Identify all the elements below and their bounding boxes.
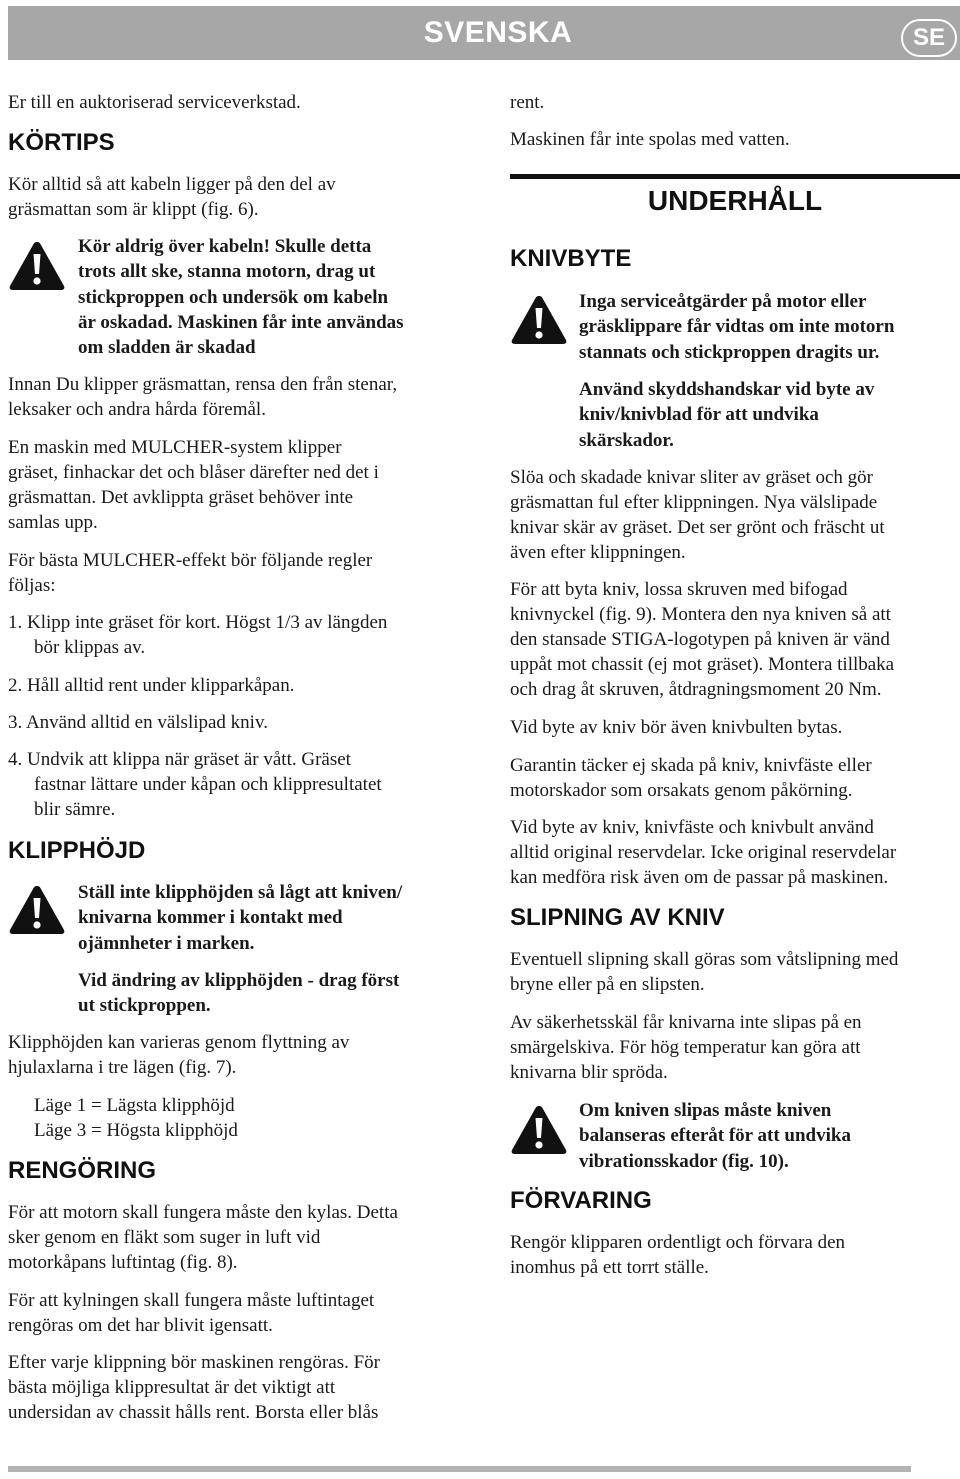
heading-klipphojd: KLIPPHÖJD (8, 837, 146, 864)
warning-text-cable: Kör aldrig över kabeln! Skulle detta trots allt ske, stanna motorn, drag ut stickproppen och undersök om kabeln är oskadad. Maskinen får inte användas om sladden är skadad (78, 236, 404, 359)
knivbyte-paragraph-1: Slöa och skadade knivar sliter av gräset och gör gräsmattan ful efter klippningen. Nya välslipade knivar skär av gräset. Det ser grönt och fräscht ut även efter klippningen. (510, 467, 885, 563)
knivbyte-paragraph-4: Garantin täcker ej skada på kniv, knivfäste eller motorskador som orsakats genom påkörning. (510, 755, 872, 801)
heading-knivbyte: KNIVBYTE (510, 245, 632, 272)
footer-bar (8, 1466, 911, 1472)
forvaring-paragraph-1: Rengör klipparen ordentligt och förvara den inomhus på ett torrt ställe. (510, 1232, 846, 1278)
knivbyte-paragraph-5: Vid byte av kniv, knivfäste och knivbult använd alltid original reservdelar. Icke original reservdelar kan medföra risk även om de passar på maskinen. (510, 817, 897, 888)
warning-text-unplug: Vid ändring av klipphöjden - drag först ut stickproppen. (78, 970, 400, 1017)
slipning-paragraph-1: Eventuell slipning skall göras som våtslipning med bryne eller på en slipsten. (510, 949, 899, 995)
kortips-paragraph-2: Innan Du klipper gräsmattan, rensa den från stenar, leksaker och andra hårda föremål. (8, 374, 398, 420)
warning-text-height: Ställ inte klipphöjden så lågt att kniven/ knivarna kommer i kontakt med ojämnheter i marken. (78, 882, 403, 954)
kortips-paragraph-1: Kör alltid så att kabeln ligger på den del av gräsmattan som är klippt (fig. 6). (8, 174, 336, 220)
heading-slipning: SLIPNING AV KNIV (510, 904, 725, 931)
heading-forvaring: FÖRVARING (510, 1187, 652, 1214)
rengoring-paragraph-1: För att motorn skall fungera måste den kylas. Detta sker genom en fläkt som suger in luft vid motorkåpans luftintag (fig. 8). (8, 1202, 398, 1273)
list-item: 4. Undvik att klippa när gräset är vått. Gräset fastnar lättare under kåpan och klippresultatet blir sämre. (8, 749, 382, 820)
intro-text: Er till en auktoriserad serviceverkstad. (8, 92, 301, 113)
klipphojd-paragraph-1: Klipphöjden kan varieras genom flyttning av hjulaxlarna i tre lägen (fig. 7). (8, 1032, 350, 1078)
warning-text-service: Inga serviceåtgärder på motor eller gräsklippare får vidtas om inte motorn stannats och stickproppen dragits ur. (579, 291, 895, 363)
list-item: 1. Klipp inte gräset för kort. Högst 1/3 av längden bör klippas av. (8, 612, 388, 658)
list-item: 3. Använd alltid en välslipad kniv. (8, 712, 268, 733)
warning-icon (510, 294, 568, 346)
warning-icon (510, 1104, 568, 1156)
kortips-paragraph-4: För bästa MULCHER-effekt bör följande regler följas: (8, 550, 373, 596)
heading-rengoring: RENGÖRING (8, 1157, 157, 1184)
slipning-paragraph-2: Av säkerhetsskäl får knivarna inte slipas på en smärgelskiva. För hög temperatur kan göra att knivarna blir spröda. (510, 1012, 862, 1083)
language-badge: SE (901, 19, 957, 57)
warning-icon (8, 240, 66, 292)
rengoring-paragraph-3: Efter varje klippning bör maskinen rengöras. För bästa möjliga klippresultat är det viktigt att undersidan av chassit hålls rent. Borsta eller blås (8, 1352, 380, 1423)
warning-icon (8, 884, 66, 936)
header-bar (8, 6, 960, 60)
kortips-paragraph-3: En maskin med MULCHER-system klipper gräset, finhackar det och blåser därefter ned det i gräsmattan. Det avklippta gräset behöver inte samlas upp. (8, 437, 379, 533)
warning-text-gloves: Använd skyddshandskar vid byte av kniv/knivblad för att undvika skärskador. (579, 379, 875, 451)
knivbyte-paragraph-3: Vid byte av kniv bör även knivbulten bytas. (510, 717, 843, 738)
heading-kortips: KÖRTIPS (8, 129, 115, 156)
heading-underhall: UNDERHÅLL (647, 185, 823, 216)
continuation-text: rent. Maskinen får inte spolas med vatten. (510, 92, 790, 150)
page-title: SVENSKA (423, 16, 573, 49)
warning-text-balance: Om kniven slipas måste kniven balanseras efteråt för att undvika vibrationsskador (fig. 10). (579, 1100, 851, 1172)
height-positions: Läge 1 = Lägsta klipphöjd Läge 3 = Högsta klipphöjd (34, 1095, 238, 1141)
list-item: 2. Håll alltid rent under klipparkåpan. (8, 675, 295, 696)
section-rule (510, 174, 960, 179)
knivbyte-paragraph-2: För att byta kniv, lossa skruven med bifogad knivnyckel (fig. 9). Montera den nya kniven så att den stansade STIGA-logotypen på kniven är vänd uppåt mot chassit (ej mot gräset). Montera tillbaka och drag åt skruven, åtdragningsmoment 20 Nm. (510, 579, 895, 700)
rengoring-paragraph-2: För att kylningen skall fungera måste luftintaget rengöras om det har blivit igensatt. (8, 1290, 375, 1336)
